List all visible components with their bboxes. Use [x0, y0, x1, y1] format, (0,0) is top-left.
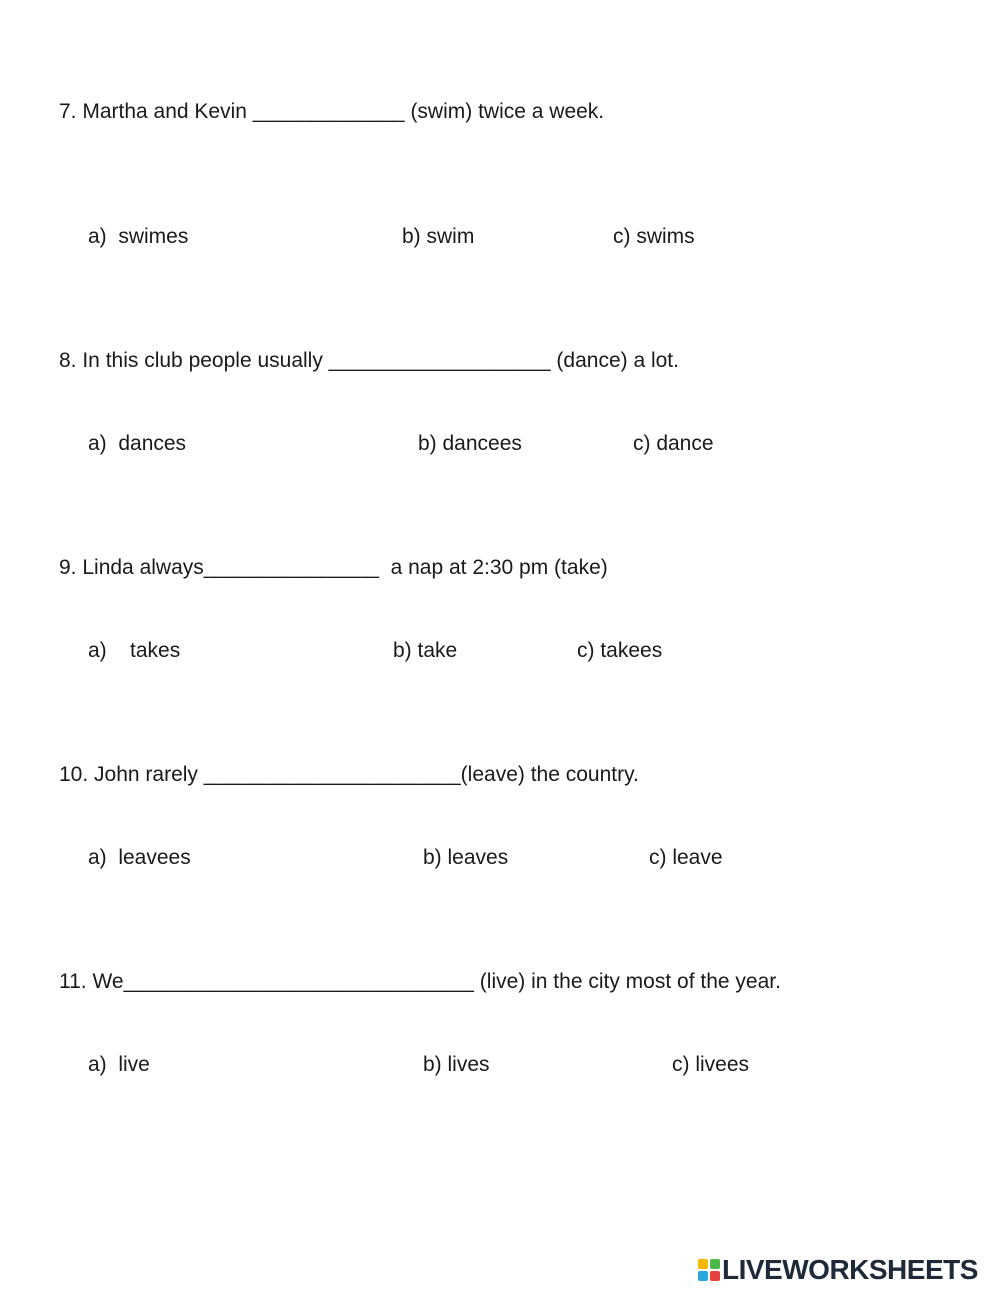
question-9-option-a[interactable]: a) takes — [88, 639, 181, 662]
question-9-option-b[interactable]: b) take — [393, 639, 458, 662]
question-11-option-c[interactable]: c) livees — [672, 1053, 750, 1076]
question-8-option-c[interactable]: c) dance — [633, 432, 714, 455]
logo-block-green — [710, 1259, 720, 1269]
question-8-option-b[interactable]: b) dancees — [418, 432, 522, 455]
liveworksheets-logo — [698, 1255, 978, 1285]
logo-text: LIVEWORKSHEETS — [722, 1254, 978, 1285]
question-11-option-a[interactable]: a) live — [88, 1053, 150, 1076]
question-7-option-a[interactable]: a) swimes — [88, 225, 189, 248]
logo-block-blue — [698, 1271, 708, 1281]
question-11-option-b[interactable]: b) lives — [423, 1053, 490, 1076]
question-7: 7. Martha and Kevin _____________ (swim) twice a week. — [59, 100, 605, 123]
question-10-option-b[interactable]: b) leaves — [423, 846, 509, 869]
question-7-option-b[interactable]: b) swim — [402, 225, 475, 248]
logo-block-red — [710, 1271, 720, 1281]
logo-block-yellow — [698, 1259, 708, 1269]
question-10: 10. John rarely ______________________(leave) the country. — [59, 763, 639, 786]
question-9-option-c[interactable]: c) takees — [577, 639, 663, 662]
question-10-option-c[interactable]: c) leave — [649, 846, 723, 869]
question-8: 8. In this club people usually ___________________ (dance) a lot. — [59, 349, 679, 372]
question-8-option-a[interactable]: a) dances — [88, 432, 187, 455]
question-11: 11. We______________________________ (live) in the city most of the year. — [59, 970, 781, 993]
question-9: 9. Linda always_______________ a nap at 2:30 pm (take) — [59, 556, 608, 579]
logo-blocks-icon — [698, 1259, 720, 1281]
question-7-option-c[interactable]: c) swims — [613, 225, 695, 248]
question-10-option-a[interactable]: a) leavees — [88, 846, 191, 869]
